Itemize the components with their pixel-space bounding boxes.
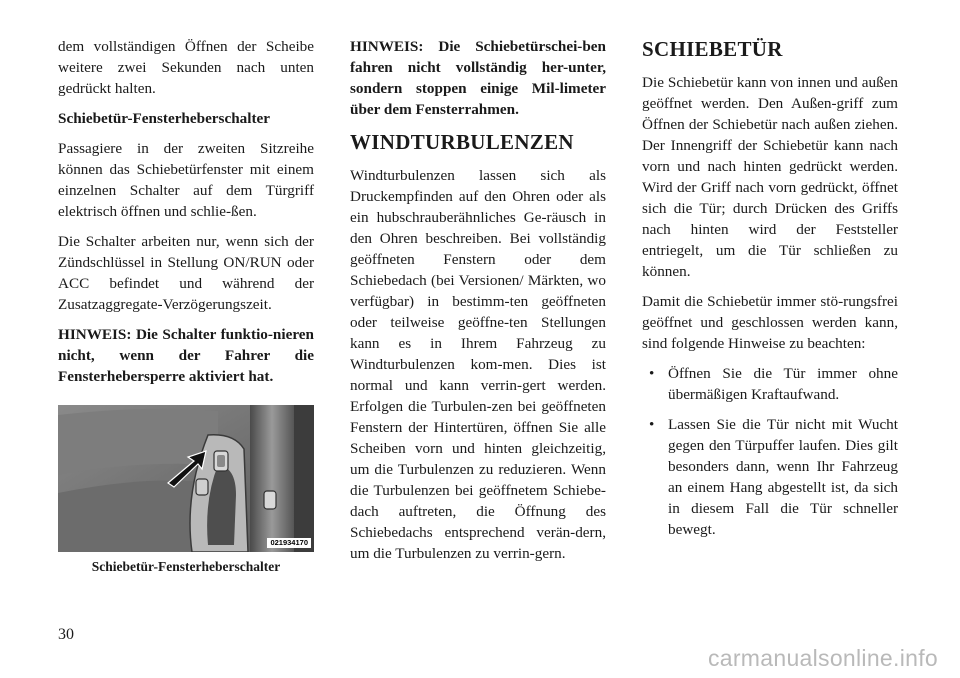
column-right <box>642 36 898 549</box>
note: HINWEIS: Die Schiebetürschei-ben fahren nicht vollständig her-unter, sondern stoppen einige Mil-limeter über dem Fensterrahmen. <box>350 38 606 118</box>
paragraph: Die Schalter arbeiten nur, wenn sich der Zündschlüssel in Stellung ON/RUN oder ACC befindet und während der Zusatzaggregate-Verzögerungszeit. <box>58 233 314 313</box>
column-middle <box>350 36 606 573</box>
paragraph: Damit die Schiebetür immer stö-rungsfrei geöffnet und geschlossen werden kann, sind folgende Hinweise zu beachten: <box>642 293 898 352</box>
section-heading: WINDTURBULENZEN <box>350 130 574 154</box>
paragraph: Windturbulenzen lassen sich als Druckempfinden auf den Ohren oder als ein hubschrauberähnliches Ge-räusch in den Ohren beschreiben. Bei vollständig geöffneten Fenstern oder dem Schiebedach (bei Versionen/ Märkten, wo verfügbar) in bestimm-ten geöffneten oder teilweise geöffne-ten Stellungen kann es in Ihrem Fahrzeug zu Windturbulenzen kom-men. Dies ist normal und kann verrin-gert werden. Erfolgen die Turbulen-zen bei geöffneten Fenstern der Hintertüren, öffnen Sie alle Scheiben vorn und hinten gleichzeitig, um die Turbulenzen zu reduzieren. Wenn die Turbulenzen bei geöffnetem Schiebe-dach auftreten, die Öffnung des Schiebedachs entsprechend verän-dern, um die Turbulenzen zu verrin-gern. <box>350 167 606 562</box>
paragraph: Die Schiebetür kann von innen und außen geöffnet werden. Den Außen-griff zum Öffnen der Schiebetür nach außen ziehen. Der Innengriff der Schiebetür kann nach vorn und nach hinten gedrückt werden. Wird der Griff nach vorn gedrückt, öffnet sich die Tür; durch Drücken des Griffs nach hinten wird der Feststeller entriegelt, um die Tür schließen zu können. <box>642 74 898 280</box>
bullet-list <box>642 363 898 540</box>
subheading: Schiebetür-Fensterheberschalter <box>58 110 271 127</box>
figure-caption: Schiebetür-Fensterheberschalter <box>91 559 281 574</box>
paragraph: Passagiere in der zweiten Sitzreihe können das Schiebetürfenster mit einem einzelnen Schalter auf dem Türgriff elektrisch öffnen und schlie-ßen. <box>58 140 314 220</box>
list-item <box>642 414 898 540</box>
door-switch-figure <box>58 405 314 552</box>
section-heading: SCHIEBETÜR <box>642 37 783 61</box>
bullet-icon: • <box>649 365 655 382</box>
column-left <box>58 36 314 396</box>
paragraph: dem vollständigen Öffnen der Scheibe weitere zwei Sekunden nach unten gedrückt halten. <box>58 38 314 97</box>
bullet-icon: • <box>649 416 655 433</box>
note: HINWEIS: Die Schalter funktio-nieren nicht, wenn der Fahrer die Fensterhebersperre aktiviert hat. <box>58 326 314 385</box>
list-item-text: Lassen Sie die Tür nicht mit Wucht gegen den Türpuffer laufen. Dies gilt besonders dann, wenn Ihr Fahrzeug an einem Hang abgestellt ist, da sich in diesem Fall die Tür schneller bewegt. <box>668 416 898 538</box>
watermark[interactable]: carmanualsonline.info <box>707 645 938 671</box>
page-number: 30 <box>58 626 74 643</box>
list-item-text: Öffnen Sie die Tür immer ohne übermäßigen Kraftaufwand. <box>668 365 898 403</box>
door-switch-illustration <box>58 405 314 552</box>
figure-code: 021934170 <box>267 538 311 548</box>
list-item <box>642 363 898 405</box>
